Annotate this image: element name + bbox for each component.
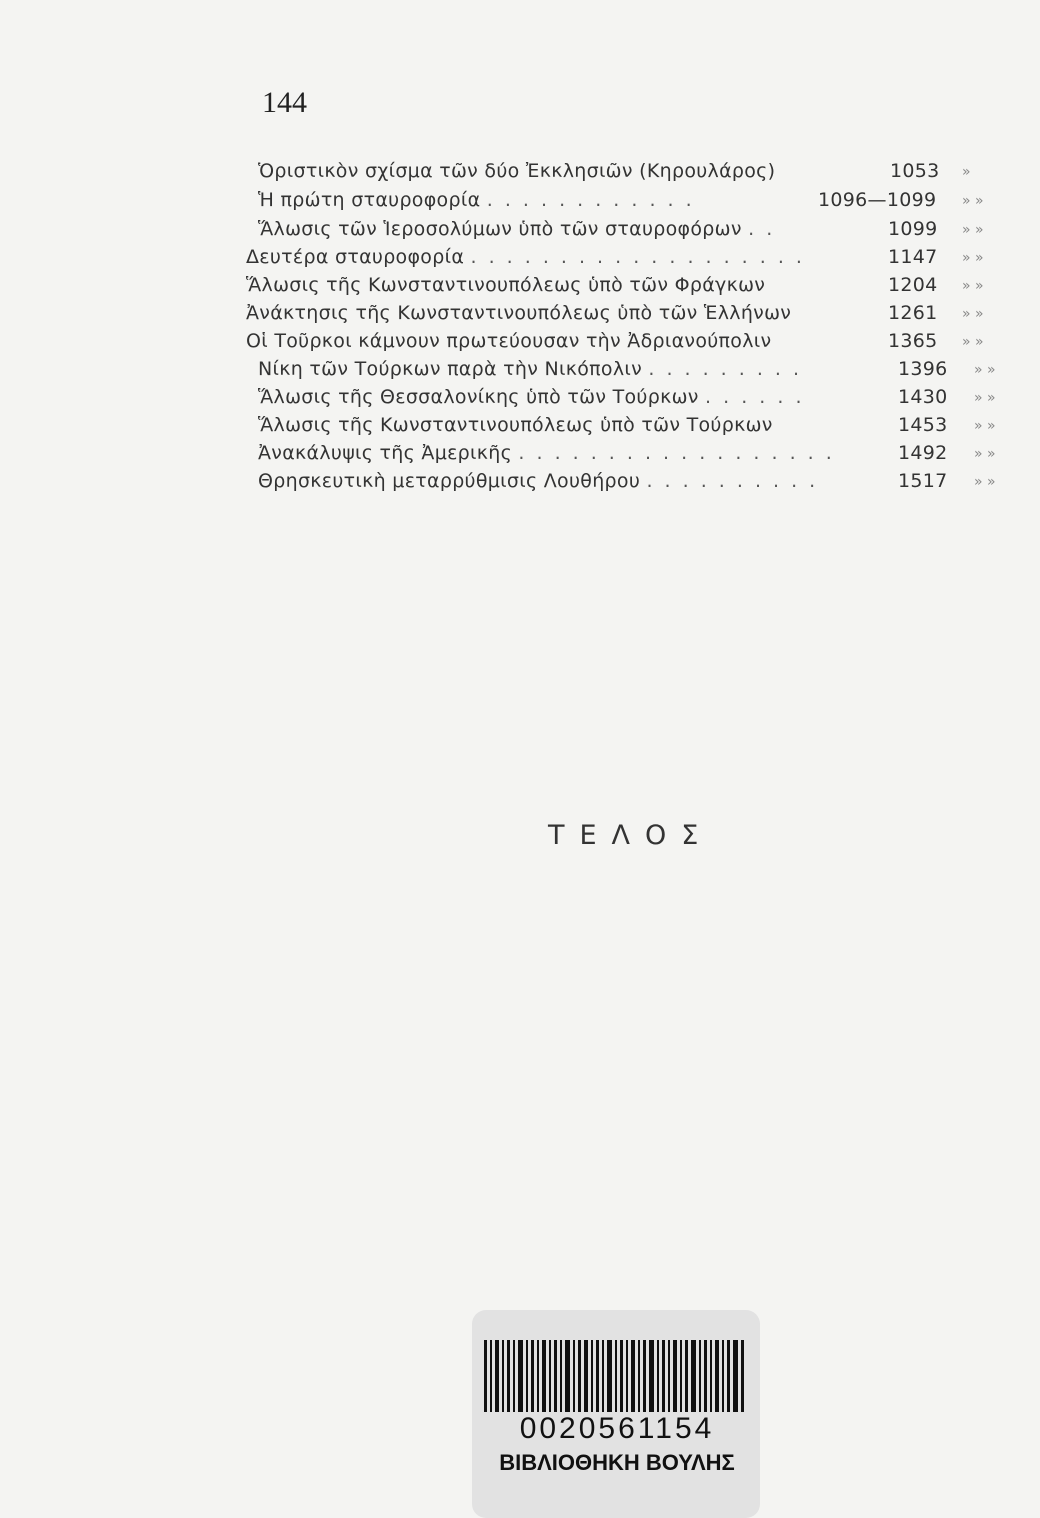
list-item bbox=[258, 414, 773, 438]
list-item bbox=[246, 330, 771, 354]
list-item bbox=[258, 218, 775, 242]
entry-leader: . . . . . . . . . bbox=[648, 358, 803, 380]
entry-year: 1261 bbox=[888, 302, 938, 324]
list-item bbox=[258, 386, 804, 410]
entry-title: Θρησκευτικὴ μεταρρύθμισις Λουθήρου bbox=[258, 470, 641, 492]
entry-year: 1099 bbox=[888, 218, 938, 240]
ditto-mark: » » bbox=[974, 390, 996, 406]
entry-year: 1204 bbox=[888, 274, 938, 296]
entry-title: Ἅλωσις τῆς Κωνσταντινουπόλεως ὑπὸ τῶν Φράγκων bbox=[246, 274, 766, 296]
list-item bbox=[246, 246, 805, 270]
entry-year: 1147 bbox=[888, 246, 938, 268]
entry-year: 1053 bbox=[890, 160, 940, 182]
ditto-mark: » » bbox=[974, 474, 996, 490]
ditto-mark: » » bbox=[962, 222, 984, 238]
ditto-mark: » » bbox=[974, 418, 996, 434]
entry-leader: . . . . . . . . . . bbox=[646, 470, 819, 492]
entry-title: Οἱ Τοῦρκοι κάμνουν πρωτεύουσαν τὴν Ἀδριανούπολιν bbox=[246, 330, 772, 352]
list-item bbox=[258, 470, 818, 494]
ditto-mark: » » bbox=[962, 334, 984, 350]
entry-year: 1453 bbox=[898, 414, 948, 436]
entry-leader: . . bbox=[748, 218, 776, 240]
ditto-mark: » » bbox=[974, 362, 996, 378]
entry-title: Ἀνάκτησις τῆς Κωνσταντινουπόλεως ὑπὸ τῶν Ἑλλήνων bbox=[246, 302, 792, 324]
ditto-mark: » bbox=[962, 164, 971, 180]
entry-title: Ἅλωσις τῶν Ἱεροσολύμων ὑπὸ τῶν σταυροφόρων bbox=[258, 218, 742, 240]
entry-year: 1365 bbox=[888, 330, 938, 352]
entry-title: Ἡ πρώτη σταυροφορία bbox=[258, 189, 481, 211]
entry-title: Νίκη τῶν Τούρκων παρὰ τὴν Νικόπολιν bbox=[258, 358, 643, 380]
page-number: 144 bbox=[262, 86, 307, 119]
entry-leader: . . . . . . . . . . . . bbox=[486, 189, 695, 211]
ditto-mark: » » bbox=[962, 193, 984, 209]
entry-leader: . . . . . . . . . . . . . . . . . . bbox=[518, 442, 835, 464]
entry-year: 1430 bbox=[898, 386, 948, 408]
list-item bbox=[246, 274, 765, 298]
list-item bbox=[258, 189, 695, 213]
ditto-mark: » » bbox=[962, 250, 984, 266]
list-item bbox=[258, 160, 775, 184]
barcode-number: 0020561154 bbox=[519, 1412, 715, 1445]
barcode-icon bbox=[484, 1340, 746, 1412]
ditto-mark: » » bbox=[962, 278, 984, 294]
entry-year: 1396 bbox=[898, 358, 948, 380]
entry-title: Ἅλωσις τῆς Κωνσταντινουπόλεως ὑπὸ τῶν Τούρκων bbox=[258, 414, 773, 436]
ditto-mark: » » bbox=[962, 306, 984, 322]
list-item bbox=[246, 302, 791, 326]
entry-title: Ἅλωσις τῆς Θεσσαλονίκης ὑπὸ τῶν Τούρκων bbox=[258, 386, 699, 408]
list-item bbox=[258, 358, 802, 382]
entry-leader: . . . . . . bbox=[705, 386, 805, 408]
entry-year: 1096—1099 bbox=[818, 189, 937, 211]
entry-year: 1517 bbox=[898, 470, 948, 492]
end-mark: ΤΕΛΟΣ bbox=[548, 820, 714, 851]
chronology-list bbox=[0, 0, 1040, 520]
entry-title: Δευτέρα σταυροφορία bbox=[246, 246, 465, 268]
list-item bbox=[258, 442, 835, 466]
entry-title: Ἀνακάλυψις τῆς Ἀμερικῆς bbox=[258, 442, 513, 464]
library-name: ΒΙΒΛΙΟΘΗΚΗ ΒΟΥΛΗΣ bbox=[499, 1450, 735, 1475]
entry-year: 1492 bbox=[898, 442, 948, 464]
ditto-mark: » » bbox=[974, 446, 996, 462]
entry-title: Ὁριστικὸν σχίσμα τῶν δύο Ἐκκλησιῶν (Κηρουλάρος) bbox=[258, 160, 776, 182]
entry-leader: . . . . . . . . . . . . . . . . . . . bbox=[470, 246, 805, 268]
